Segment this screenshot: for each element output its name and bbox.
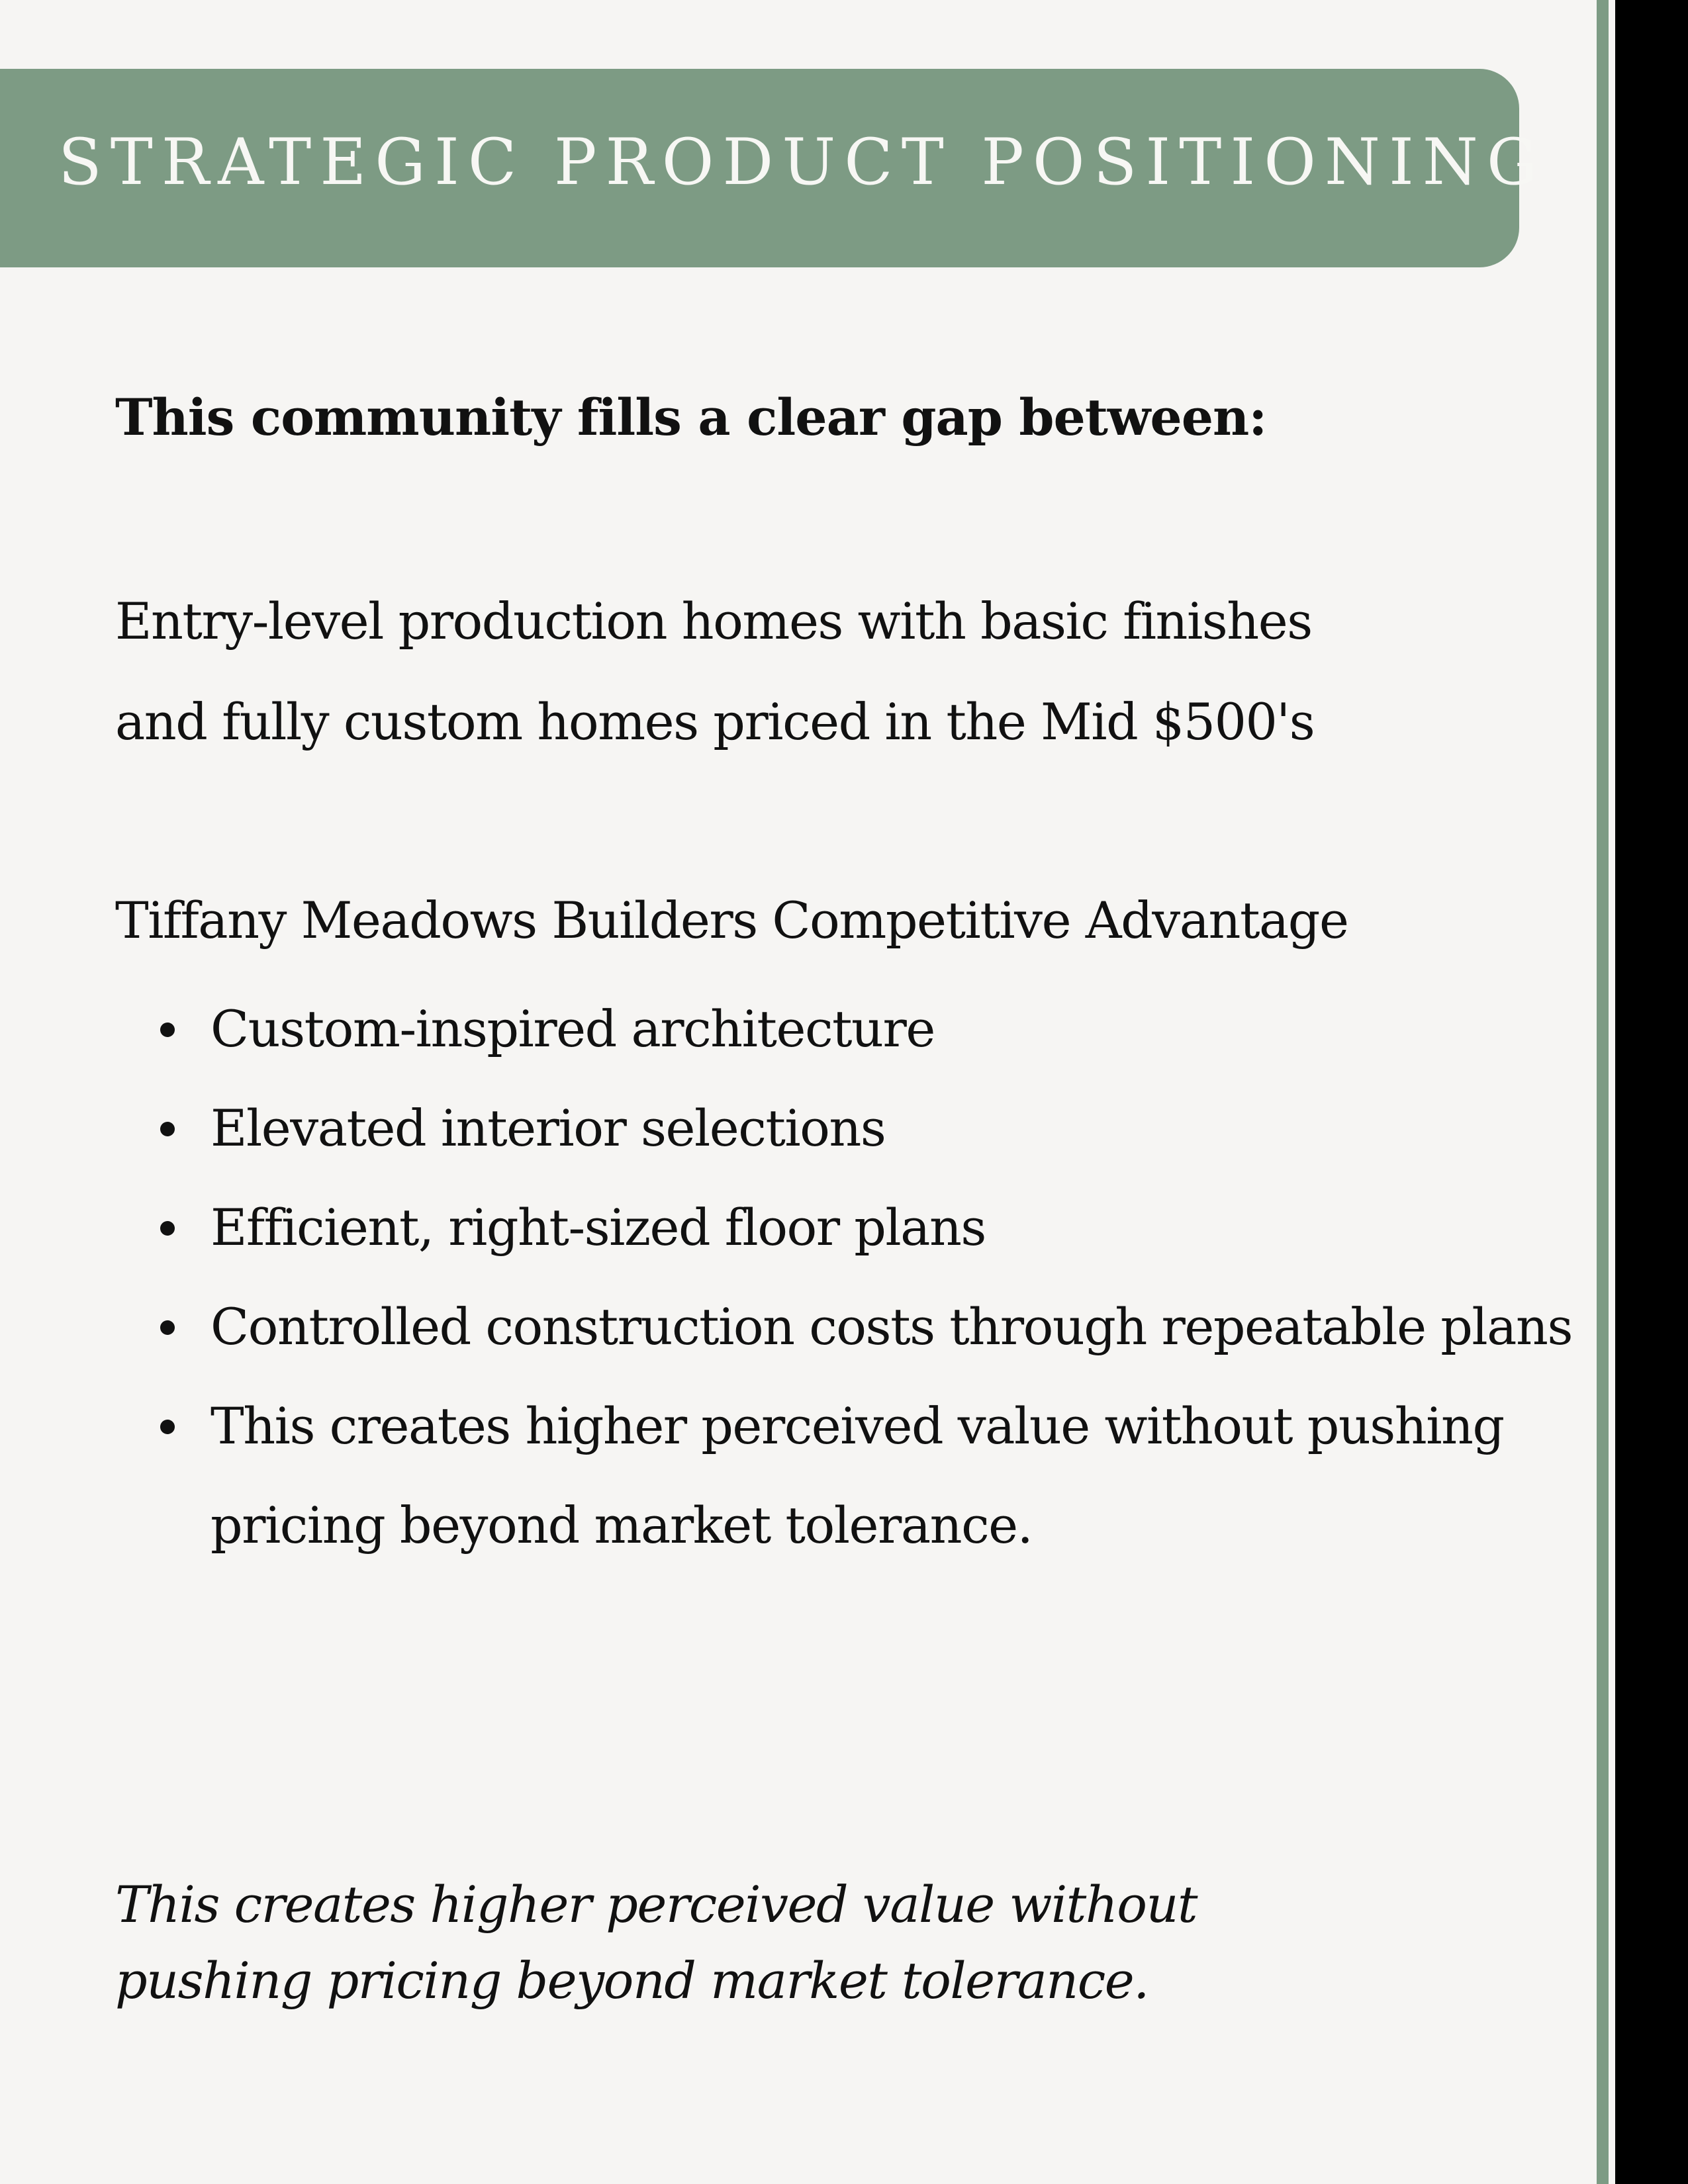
list-item [115, 1178, 1505, 1277]
list-item [115, 1377, 1508, 1575]
list-item-text: Elevated interior selections [211, 1099, 886, 1158]
advantage-list [115, 979, 1572, 1575]
gap-description-line-2: and fully custom homes priced in the Mid $500's [115, 692, 1315, 751]
list-item-text: Controlled construction costs through repeatable plans [211, 1297, 1572, 1356]
list-item [115, 1277, 1572, 1377]
section-title: STRATEGIC PRODUCT POSITIONING [58, 125, 1546, 199]
gap-description-line-1: Entry-level production homes with basic finishes [115, 592, 1312, 651]
right-page-edge [1615, 0, 1688, 2184]
bullet-icon [160, 1320, 175, 1335]
bullet-icon [160, 1023, 175, 1037]
bullet-icon [160, 1122, 175, 1136]
advantage-heading: Tiffany Meadows Builders Competitive Advantage [115, 891, 1348, 950]
lead-statement: This community fills a clear gap between: [115, 388, 1267, 447]
closing-statement: This creates higher perceived value without pushing pricing beyond market tolerance. [115, 1875, 1197, 2010]
bullet-icon [160, 1420, 175, 1434]
right-accent-rule [1597, 0, 1609, 2184]
list-item-text: Efficient, right-sized floor plans [211, 1198, 986, 1257]
list-item-text: Custom-inspired architecture [211, 999, 935, 1058]
list-item-text: This creates higher perceived value without pushing pricing beyond market tolerance. [211, 1396, 1504, 1555]
list-item [115, 979, 1505, 1079]
list-item [115, 1079, 1505, 1178]
bullet-icon [160, 1221, 175, 1236]
